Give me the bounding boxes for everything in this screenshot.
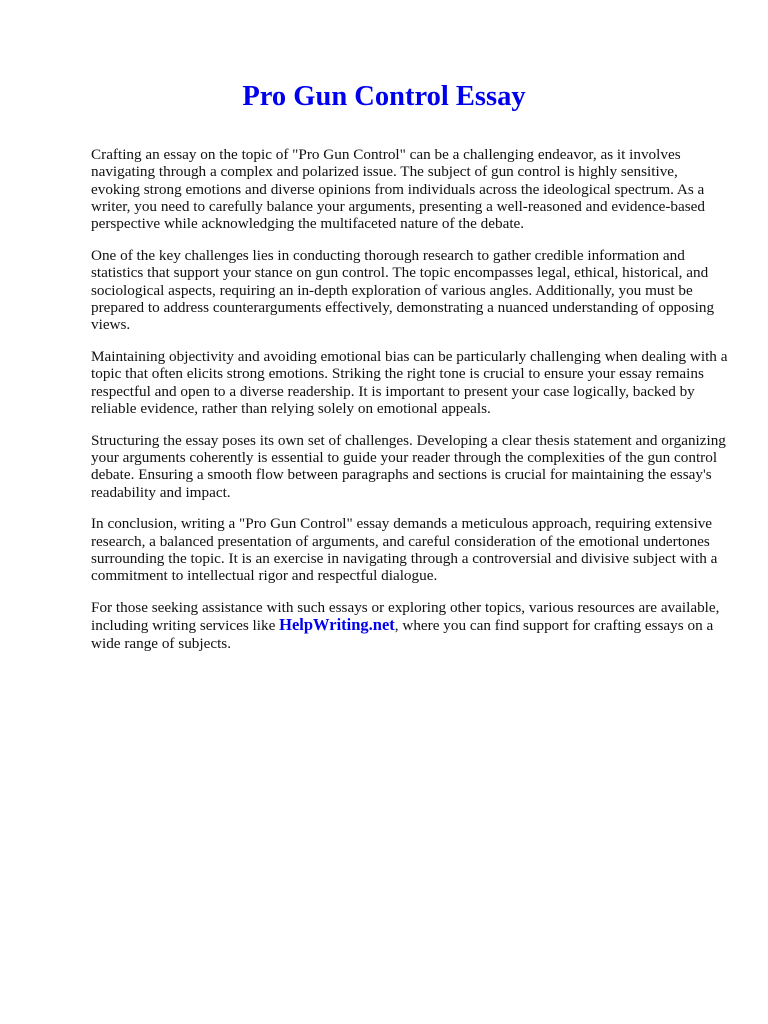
- essay-body: [91, 146, 729, 666]
- paragraph-closing: [91, 599, 729, 652]
- helpwriting-link[interactable]: HelpWriting.net: [279, 615, 395, 635]
- closing-text-before-link: For those seeking assistance with such essays or exploring other topics, various resources are available, including writing services like: [91, 599, 720, 635]
- paragraph-conclusion: In conclusion, writing a "Pro Gun Control" essay demands a meticulous approach, requiring extensive research, a balanced presentation of arguments, and careful consideration of the emotional undertones surrounding the topic. It is an exercise in navigating through a controversial and divisive subject with a commitment to intellectual rigor and respectful dialogue.: [91, 515, 718, 585]
- paragraph-structure: Structuring the essay poses its own set of challenges. Developing a clear thesis statement and organizing your arguments coherently is essential to guide your reader through the complexities of the gun control debate. Ensuring a smooth flow between paragraphs and sections is crucial for maintaining the essay's readability and impact.: [91, 431, 726, 501]
- paragraph-intro: Crafting an essay on the topic of "Pro Gun Control" can be a challenging endeavor, as it involves navigating through a complex and polarized issue. The subject of gun control is highly sensitive, evoking strong emotions and diverse opinions from individuals across the ideological spectrum. As a writer, you need to carefully balance your arguments, presenting a well-reasoned and evidence-based perspective while acknowledging the multifaceted nature of the debate.: [91, 146, 705, 233]
- page-title: Pro Gun Control Essay: [242, 81, 526, 112]
- paragraph-objectivity: Maintaining objectivity and avoiding emotional bias can be particularly challenging when dealing with a topic that often elicits strong emotions. Striking the right tone is crucial to ensure your essay remains respectful and open to a diverse readership. It is important to present your case logically, backed by reliable evidence, rather than relying solely on emotional appeals.: [91, 347, 728, 417]
- closing-text-after-link: , where you can find support for crafting essays on a wide range of subjects.: [91, 617, 714, 652]
- paragraph-research: One of the key challenges lies in conducting thorough research to gather credible information and statistics that support your stance on gun control. The topic encompasses legal, ethical, historical, and sociological aspects, requiring an in-depth exploration of various angles. Additionally, you must be prepared to address counterarguments effectively, demonstrating a nuanced understanding of opposing views.: [91, 246, 715, 334]
